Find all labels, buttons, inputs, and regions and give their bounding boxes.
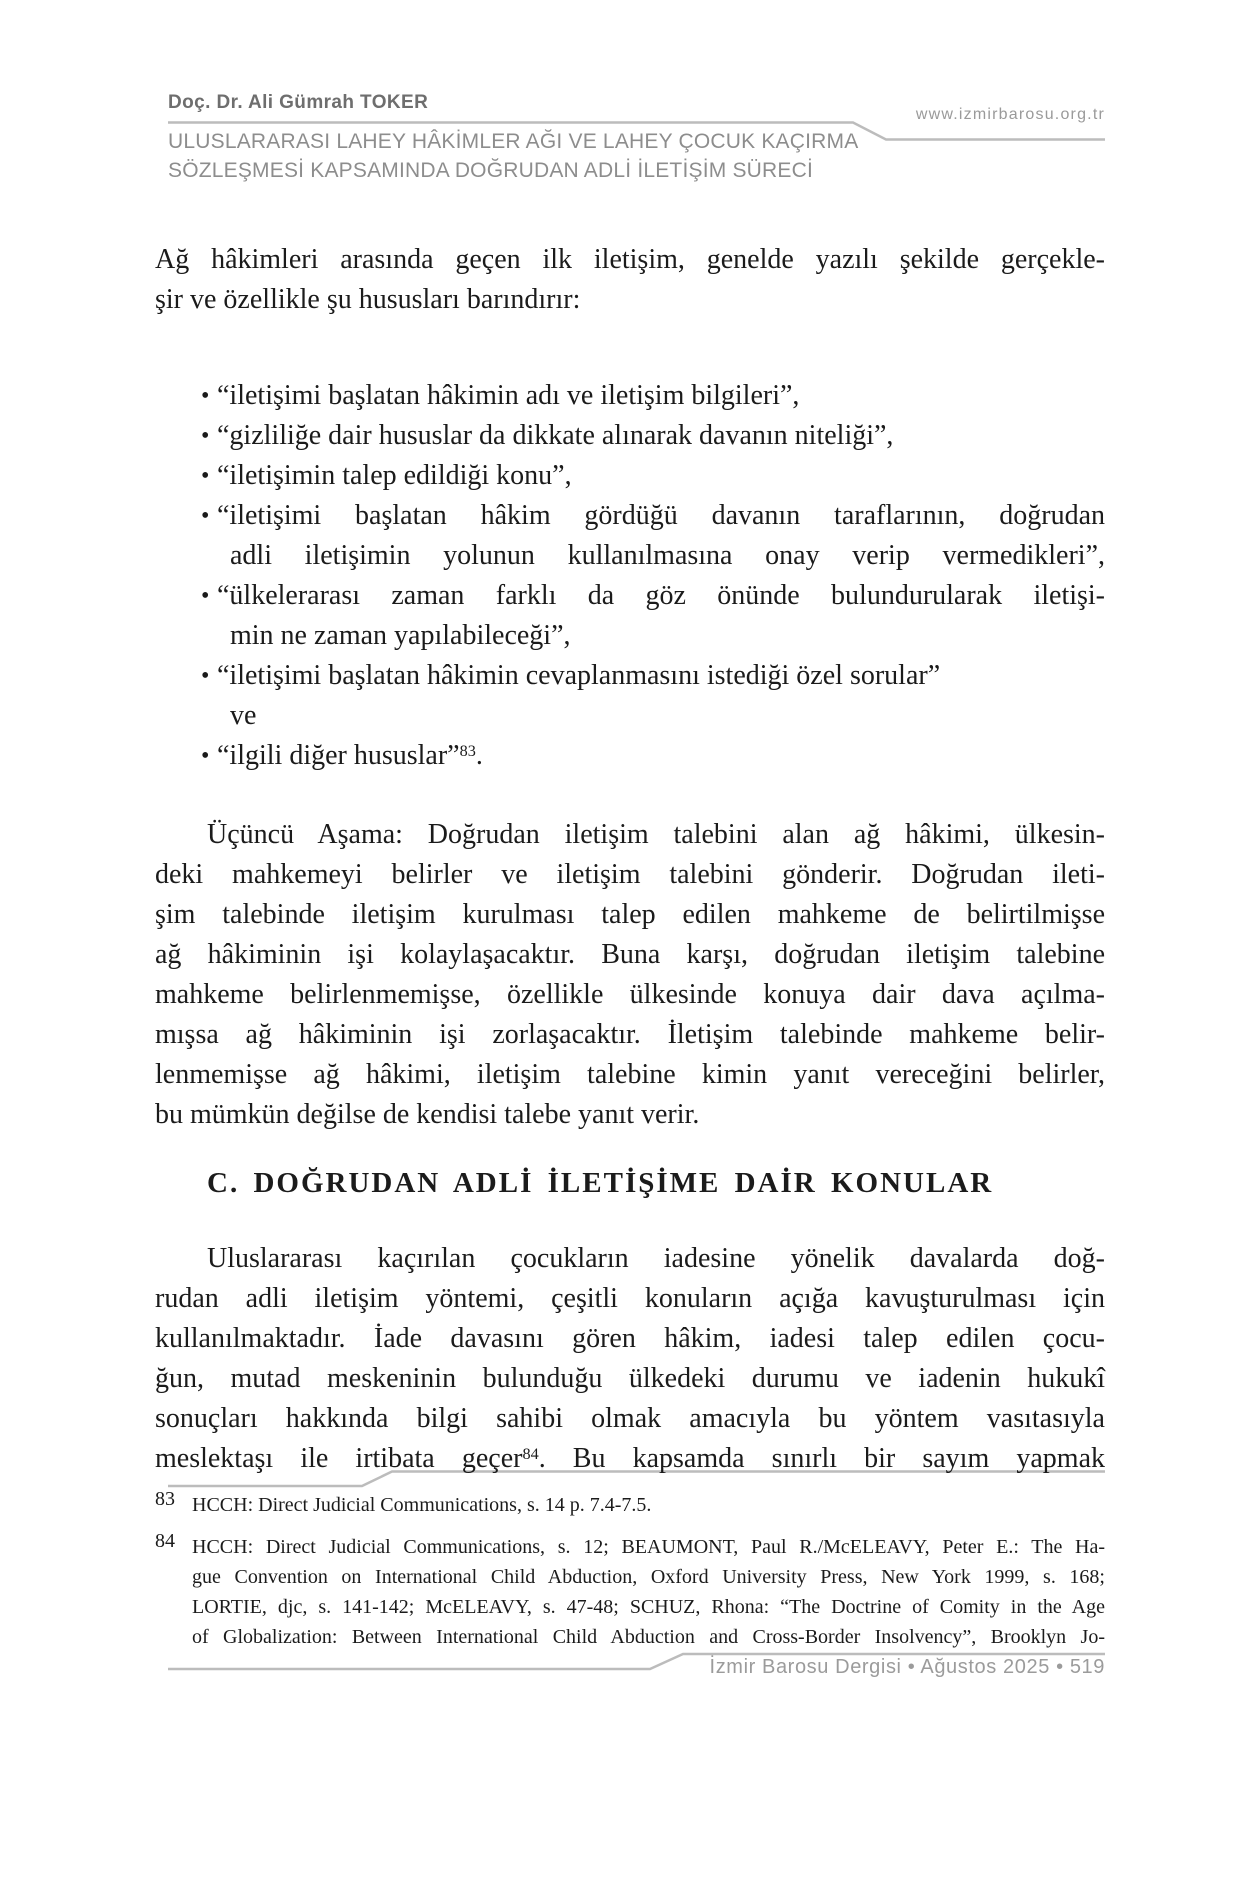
bullet-text: “iletişimi başlatan hâkimin adı ve iletişim bilgileri”, [217, 380, 800, 411]
bullet-icon: • [201, 463, 210, 489]
paragraph-intro: Ağ hâkimleri arasında geçen ilk iletişim, genelde yazılı şekilde gerçekle- şir ve özellikle şu hususları barındırır: [155, 244, 1105, 315]
author-name: Doç. Dr. Ali Gümrah TOKER [168, 92, 429, 113]
article-body [155, 240, 1105, 1479]
bullet-item [155, 416, 1105, 456]
section-heading: C. DOĞRUDAN ADLİ İLETİŞİME DAİR KONULAR [207, 1167, 994, 1199]
bullet-item [155, 496, 1105, 576]
website-url: www.izmirbarosu.org.tr [915, 106, 1105, 123]
bullet-text: “gizliliğe dair hususlar da dikkate alınarak davanın niteliği”, [217, 420, 894, 451]
page-footer: İzmir Barosu Dergisi • Ağustos 2025 • 519 [709, 1656, 1105, 1678]
paragraph-third-stage: Üçüncü Aşama: Doğrudan iletişim talebini alan ağ hâkimi, ülkesin- deki mahkemeyi belirler ve iletişim talebini gönderir. Doğrudan ileti- şim talebinde iletişim kurulması talep edilen mahkeme de belirtilmişse ağ hâkiminin işi kolaylaşacaktır. Buna karşı, doğrudan iletişim talebine mahkeme belirlenmemişse, özellikle ülkesinde konuya dair dava açılma- mışsa ağ hâkiminin işi zorlaşacaktır. İletişim talebinde mahkeme belir- lenmemişse ağ hâkimi, iletişim talebine kimin yanıt vereceğini belirler, bu mümkün değilse de kendisi talebe yanıt verir. [155, 819, 1105, 1130]
bullet-item [155, 456, 1105, 496]
bullet-icon: • [201, 583, 210, 609]
footnote-number: 84 [155, 1530, 175, 1552]
bullet-icon: • [201, 383, 210, 409]
footnote-text: HCCH: Direct Judicial Communications, s. 14 p. 7.4-7.5. [192, 1494, 652, 1516]
footnote-number: 83 [155, 1488, 175, 1510]
paragraph-section-c: Uluslararası kaçırılan çocukların iadesine yönelik davalarda doğ- rudan adli iletişim yöntemi, çeşitli konuların açığa kavuşturulması için kullanılmaktadır. İade davasını gören hâkim, iadesi talep edilen çocu- ğun, mutad meskeninin bulunduğu ülkedeki durumu ve iadenin hukukî sonuçları hakkında bilgi sahibi olmak amacıyla bu yöntem vasıtasıyla meslektaşı ile irtibata geçer$^{84}$. Bu kapsamda sınırlı bir sayım yapmak [155, 1243, 1105, 1474]
bullet-text: “ilgili diğer hususlar”$^{83}$. [217, 740, 483, 771]
bullet-item [155, 576, 1105, 656]
bullet-icon: • [201, 743, 210, 769]
footnote-text: HCCH: Direct Judicial Communications, s. 12; BEAUMONT, Paul R./McELEAVY, Peter E.: The Ha- gue Convention on International Child Abduction, Oxford University Press, New York 1999, s. 168; LORTIE, djc, s. 141-142; McELEAVY, s. 47-48; SCHUZ, Rhona: “The Doctrine of Comity in the Age of Globalization: Between International Child Abduction and Cross-Border Insolvency”, Brooklyn Jo- [192, 1536, 1105, 1648]
footnote-83 [155, 1490, 1105, 1520]
bullet-item [155, 656, 1105, 736]
bullet-text: “iletişimi başlatan hâkim gördüğü davanın taraflarının, doğrudan adli iletişimin yolunun kullanılmasına onay verip vermedikleri”, [217, 500, 1105, 571]
footnotes-block [155, 1490, 1105, 1652]
bullet-text: “ülkelerarası zaman farklı da göz önünde bulundurularak iletişi- min ne zaman yapılabileceği”, [217, 580, 1105, 651]
bullet-item [155, 736, 1105, 776]
bullet-icon: • [201, 423, 210, 449]
bullet-list [155, 376, 1105, 776]
bullet-text: “iletişimin talep edildiği konu”, [217, 460, 572, 491]
bullet-text: “iletişimi başlatan hâkimin cevaplanmasını istediği özel sorular” ve [217, 660, 941, 731]
bullet-icon: • [201, 663, 210, 689]
article-title: ULUSLARARASI LAHEY HÂKİMLER AĞI VE LAHEY ÇOCUK KAÇIRMA SÖZLEŞMESİ KAPSAMINDA DOĞRUDAN ADLİ İLETİŞİM SÜRECİ [168, 130, 859, 182]
footnote-84 [155, 1532, 1105, 1652]
bullet-icon: • [201, 503, 210, 529]
bullet-item [155, 376, 1105, 416]
